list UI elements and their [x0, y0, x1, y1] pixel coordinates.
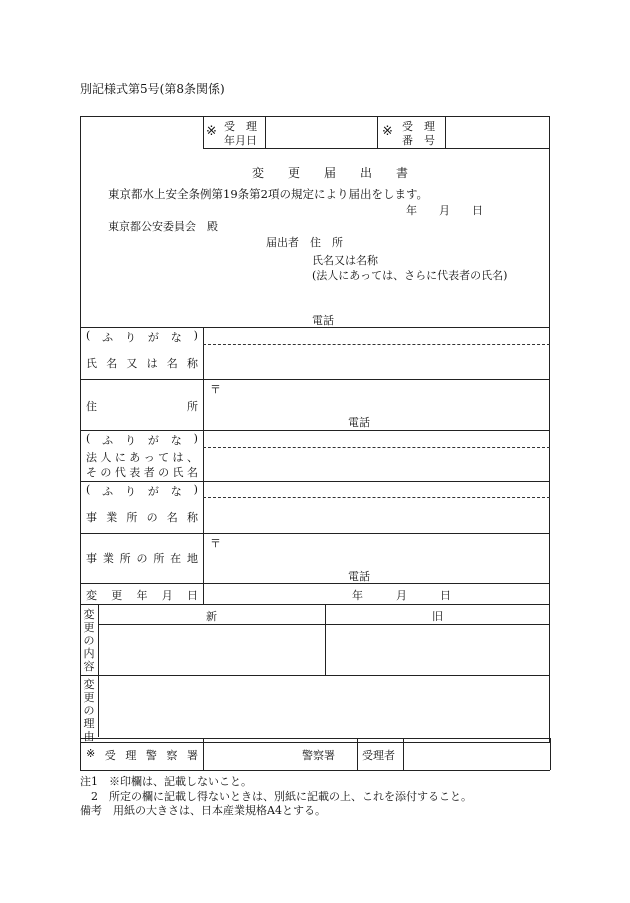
office-furigana-label: ( ふ り が な ) [86, 483, 198, 498]
rep-furigana-field[interactable] [204, 431, 549, 446]
received-date-mark: ※ [206, 124, 217, 139]
police-station-label: 警察署 [302, 749, 335, 762]
old-content-field[interactable] [326, 625, 549, 674]
address-phone-label: 電話 [348, 416, 370, 429]
note-1: 注1 ※印欄は、記載しないこと。 [80, 775, 252, 788]
date-line: 年 月 日 [406, 204, 483, 217]
name-label: 氏 名 又 は 名 称 [86, 357, 198, 370]
received-date-label-1: 受 理 [224, 120, 257, 133]
rep-name-field[interactable] [204, 448, 549, 480]
office-location-field[interactable] [204, 534, 549, 582]
police-receiver-line [357, 738, 358, 770]
rep-furigana-label: ( ふ り が な ) [86, 432, 198, 447]
office-name-label: 事 業 所 の 名 称 [86, 511, 198, 524]
police-left-line [80, 738, 81, 770]
header-left-line [203, 116, 204, 148]
applicant-address-label: 届出者 住 所 [266, 236, 343, 249]
received-number-field[interactable] [446, 117, 549, 147]
office-postal-mark: 〒 [210, 537, 221, 550]
police-label: ※ 受 理 警 察 署 [86, 747, 198, 762]
change-date-value[interactable]: 年 月 日 [352, 589, 451, 602]
change-reason-field[interactable] [99, 676, 549, 737]
header-number-line [377, 116, 378, 148]
applicant-name-label: 氏名又は名称 [312, 254, 378, 267]
note-remarks: 備考 用紙の大きさは、日本産業規格A4とする。 [80, 804, 326, 817]
row-line-7 [80, 604, 550, 605]
new-header: 新 [206, 610, 217, 623]
police-station-field[interactable] [204, 739, 299, 769]
note-2: 2 所定の欄に記載し得ないときは、別紙に記載の上、これを添付すること。 [80, 790, 472, 803]
office-phone-label: 電話 [348, 570, 370, 583]
office-furigana-field[interactable] [204, 482, 549, 496]
police-bottom-line [80, 770, 550, 771]
receiver-field[interactable] [404, 739, 549, 769]
applicant-phone-label: 電話 [312, 314, 334, 327]
intro-text: 東京都水上安全条例第19条第2項の規定により届出をします。 [108, 187, 429, 201]
received-date-field[interactable] [266, 117, 376, 147]
new-content-field[interactable] [99, 625, 324, 674]
row-line-6 [80, 583, 550, 584]
received-number-label-1: 受 理 [402, 120, 435, 133]
change-date-label: 変 更 年 月 日 [86, 589, 198, 602]
received-date-label-2: 年月日 [224, 134, 257, 147]
address-postal-mark: 〒 [210, 383, 221, 396]
change-content-label: 変更の内容 [83, 608, 95, 673]
office-name-field[interactable] [204, 498, 549, 532]
address-field[interactable] [204, 380, 549, 429]
header-divider [203, 148, 550, 149]
old-header: 旧 [432, 610, 443, 623]
form-title: 変 更 届 出 書 [252, 166, 415, 180]
rep-label-line2: そ の 代 表 者 の 氏 名 [86, 466, 198, 479]
name-field[interactable] [204, 345, 549, 378]
office-location-label: 事 業 所 の 所 在 地 [86, 552, 198, 565]
applicant-rep-label: (法人にあっては、さらに代表者の氏名) [312, 269, 508, 282]
rep-label-line1: 法 人 に あ っ て は 、 [86, 451, 198, 464]
form-label: 別記様式第5号(第8条関係) [80, 82, 225, 96]
address-label: 住 所 [86, 400, 198, 413]
police-right-line [550, 738, 551, 770]
change-reason-label: 変更の理由 [83, 678, 95, 743]
received-number-mark: ※ [382, 124, 393, 139]
received-number-label-2: 番 号 [402, 134, 435, 147]
receiver-label: 受理者 [362, 749, 395, 762]
name-furigana-label: ( ふ り が な ) [86, 329, 198, 344]
addressee: 東京都公安委員会 殿 [108, 220, 218, 233]
name-furigana-field[interactable] [204, 328, 549, 343]
